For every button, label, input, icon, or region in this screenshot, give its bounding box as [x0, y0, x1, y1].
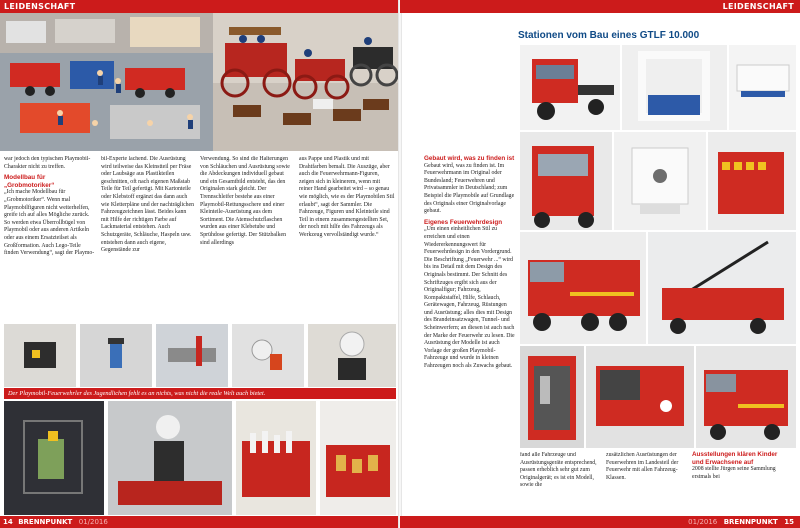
- detail-photo-3: [156, 324, 228, 387]
- section-header-left: LEIDENSCHAFT: [0, 0, 400, 13]
- issue-right: 01/2016: [688, 518, 718, 526]
- column-1-body: „Ich mache Modellbau für „Grobmotoriker“. Wenn mal Playmobilfiguren nicht weiterhelfen, greife ich auf alles Mögliche zurück. So werden etwa Überrollbügel von Playmobil oder aus anderen Artikeln oder aus einem Ersatzteilset als Großformation. Auch Lego-Teile finden Verwendung“, sagt der Playmo-: [4, 189, 95, 257]
- build-photo-interior-rear: [520, 346, 584, 448]
- build-photo-yellow-side: [708, 132, 796, 230]
- issue-left: 01/2016: [78, 518, 108, 526]
- exhibitions-text: 2008 stellte Jürgen seine Sammlung erstmals bei: [692, 466, 776, 480]
- detail-photo-2: [80, 324, 152, 387]
- left-text-column-3: [200, 156, 294, 322]
- right-page: [400, 0, 800, 528]
- brand-right: BRENNPUNKT: [723, 518, 778, 526]
- column-3-body: Verwendung. So sind die Halterungen von Schläuchen und Ausrüstung sowie die Abdeckungen individuell gebaut und ein Gesamtbild entsteht, das den Originalen stark gleicht. Der Trennschleifer bestehe aus einer Playmobil-Rettungsschere und einer Kleinteile-Ausrüstung aus dem Sortiment. Die Atemschutzflaschen wurden aus einer Klebetube und Sprühdose gefertigt. Der Stützbalken sind allerdings: [200, 156, 290, 246]
- bottom-column-2-body: zusätzlichen Ausrüstungen der Feuerwehren im Landesteil der Feuerwehr mit allen Fahrzeug-Klassen.: [606, 452, 679, 481]
- right-text-column: [424, 152, 516, 452]
- detail-photo-7: [108, 401, 232, 515]
- column-4-body: aus Pappe und Plastik und mit Drahtfarben bemalt. Die Auszüge, aber auch die Feuerwehrmann-Figuren, zeigen sich in kleinerem, wenn mit reiner Hand gearbeitet wird – so genau wie möglich, wie es der Playmobilen Stil erlaubt“, sagt der Sammler. Die Fahrzeuge, Figuren und Kleinteile sind Teil in einem zusammengestellten Set, der noch mit hilfe des Fahrzeugs als Werkzeug vervollständigt wurde.“: [299, 156, 395, 238]
- footer-left: [0, 516, 400, 528]
- column-1-intro: war jedoch den typischen Playmobil-Charakter nicht zu treffen.: [4, 156, 91, 170]
- brand-left: BRENNPUNKT: [18, 518, 73, 526]
- right-bottom-column-2: [606, 452, 690, 510]
- column-1-heading: Modellbau für „Grobmotoriker“: [4, 174, 55, 189]
- build-photo-cab-chassis: [520, 45, 620, 130]
- build-photo-white-box: [614, 132, 706, 230]
- hero-photo-horse-carriages: [213, 13, 400, 151]
- column-2-body: bil-Experte lachend. Die Ausrüstung wird teilweise das Kleinstteil per Fräse oder Laubsäge aus Plastikteilen geschnitten, oft nach eigenen Maßstab Teile für Teil gefertigt. Mit Kartonteile oder Klebstoff ergänzt das dann auch wie Kletterpläne und der nachträglichen Fahrzeugzeichnen lässt. Beides kann mit Hilfe der richtigen Farbe auf Lackmaterial entstehen. Auch Schutzgeräte, Schläuche, Haspeln usw. entstehen dann auch eigene, Gegenstände zur: [101, 156, 195, 254]
- build-photo-cab-interior: [586, 346, 694, 448]
- para-gebaut: Gebaut wird, was zu finden ist. Im Feuerwehrmann im Original oder Bundesland; Feuerwehren und Privatsammler in Deutschland; zum Beispiel die Playmobile auf Grundlage des Originals einer Originalvorlage gebaut.: [424, 162, 515, 215]
- detail-photo-4: [232, 324, 304, 387]
- heading-feuerwehrdesign: Eigenes Feuerwehrdesign: [424, 218, 503, 226]
- bottom-column-1-body: fand alle Fahrzeuge und Ausrüstungsgeräte entsprechend, passen erheblich sehr gut zum Originalgerät; es ist ein Modell, sowie die: [520, 452, 597, 489]
- para-feuerwehrdesign: „Um einen einheitlichen Stil zu erreichen und einen Wiedererkennungswert für Feuerwehrdesign in den Vordergrund. Die Beschriftung „Feuerwehr ...“ wird bis ins Detail mit dem Design des Originals bestimmt. Der Schnitt des Schriftzuges ergibt sich aus der Originalfigur; Fahrzeug, Kompaktstaffel, Hilfe, Schlauch, Gerätewagen, Fahrzeug, Rüstungen und Ausrüstung; alles dies mit Design des Brandeinsatzwagen, Tunnel- und Scheinwerfern; an diesen ist auch nach der Marke der Feuerwehr zu lesen. Die Ausrüstung der Modelle ist auch Vorlage der großen Playmobil-Fahrzeuge und wurde in kleinen Fahrzeugen noch als Zuwachs gebaut.: [424, 226, 515, 370]
- footer-right: [400, 516, 800, 528]
- left-text-column-2: [101, 156, 195, 322]
- left-text-column-4: [299, 156, 395, 322]
- build-photo-frame-white: [622, 45, 727, 130]
- stations-title: Stationen vom Bau eines GTLF 10.000: [518, 30, 700, 41]
- detail-photo-8: [236, 401, 316, 515]
- left-text-column-1: [4, 156, 96, 322]
- build-photo-truck-side: [520, 232, 646, 344]
- detail-photo-9: [320, 401, 396, 515]
- section-header-right: LEIDENSCHAFT: [400, 0, 800, 13]
- hero-photo-playmobil-scene: [0, 13, 213, 151]
- exhibitions-box: [692, 451, 788, 509]
- build-photo-aerial-truck: [648, 232, 796, 344]
- page-number-left: 14: [3, 518, 13, 526]
- detail-photo-5: [308, 324, 396, 387]
- exhibitions-heading: Ausstellungen klären Kinder und Erwachsene auf: [692, 451, 778, 466]
- build-photo-frame-blue: [729, 45, 796, 130]
- heading-gebaut: Gebaut wird, was zu finden ist: [424, 155, 515, 162]
- detail-photo-6: [4, 401, 104, 515]
- page-number-right: 15: [784, 518, 794, 526]
- detail-photo-1: [4, 324, 76, 387]
- build-photo-cab-front: [520, 132, 612, 230]
- photo-caption: Der Playmobil-Feuerwehrler des Jugendlichen fehlt es an nichts, was nicht die reale Welt auch bietet.: [4, 388, 396, 399]
- right-bottom-column-1: [520, 452, 604, 510]
- build-photo-finished-truck: [696, 346, 796, 448]
